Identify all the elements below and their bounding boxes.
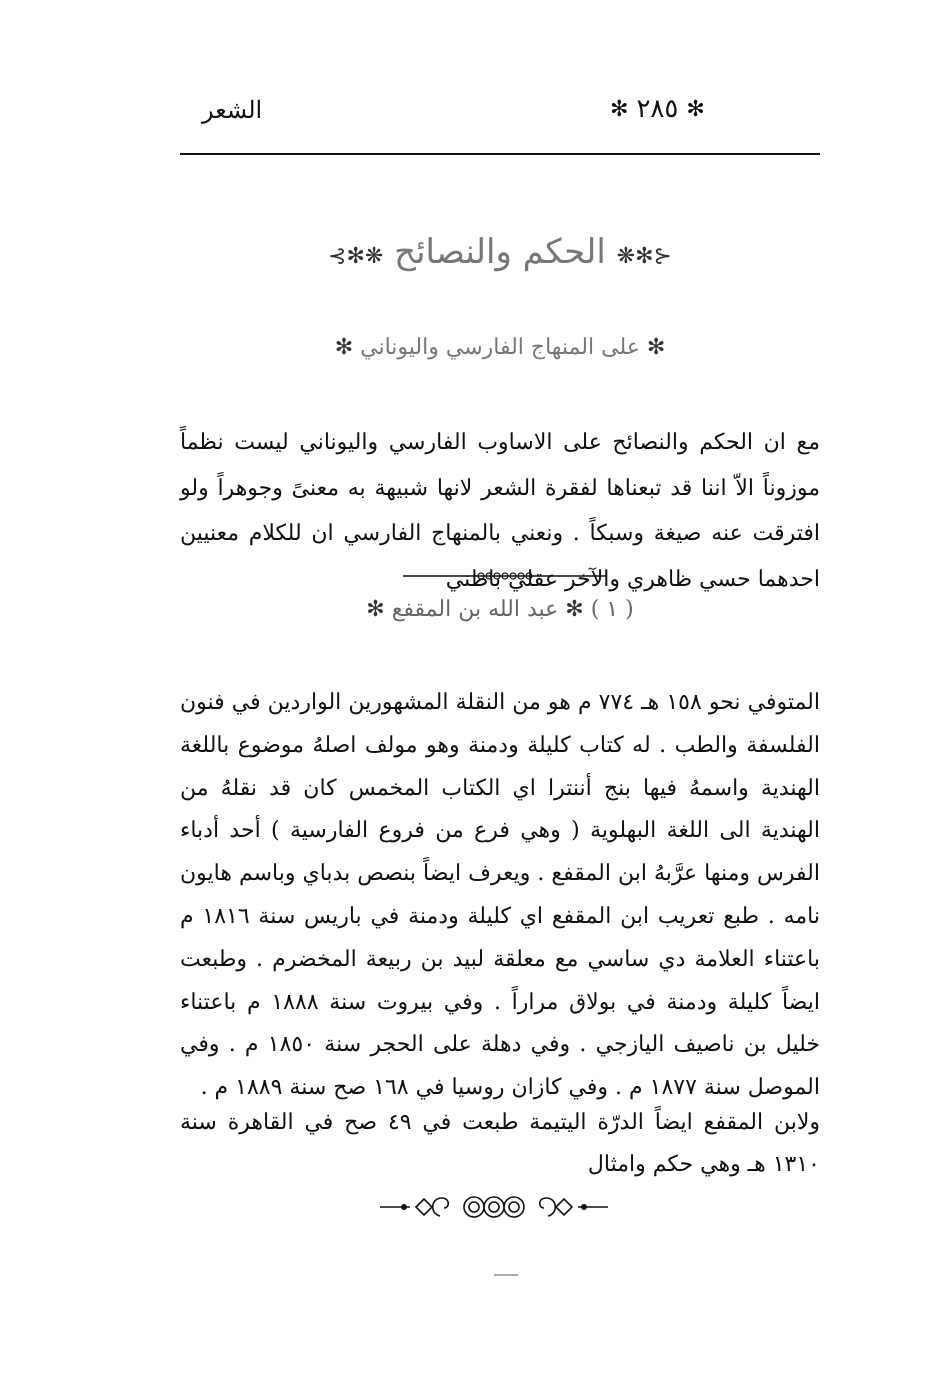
flower-ornament-icon: ✻: [565, 597, 584, 622]
end-ornament: [380, 1190, 608, 1224]
bio-paragraph: المتوفي نحو ١٥٨ هـ ٧٧٤ م هو من النقلة المشهورين الواردين في فنون الفلسفة والطب . له كتاب كليلة ودمنة وهو مولف اصلهُ موضوع باللغة الهندية واسمهُ فيها بنج أننترا اي الكتاب المخمس كان قد نقلهُ من الهندية الى اللغة البهلوية ( وهي فرع من فروع الفارسية ) أحد أدباء الفرس ومنها عرَّبهُ ابن المقفع . ويعرف ايضاً بنصص بدباي وباسم هايون نامه . طبع تعريب ابن المقفع اي كليلة ودمنة في باريس سنة ١٨١٦ م باعتناء العلامة دي ساسي مع معلقة لبيد بن ربيعة المخضرم . وطبعت ايضاً كليلة ودمنة في بولاق مراراً . وفي بيروت سنة ١٨٨٨ م باعتناء خليل بن ناصيف اليازجي . وفي دهلة على الحجر سنة ١٨٥٠ م . وفي الموصل سنة ١٨٧٧ م . وفي كازان روسيا في ١٦٨ صح سنة ١٨٨٩ م .: [180, 690, 820, 1101]
chapter-subtitle: [180, 335, 820, 360]
flower-ornament-icon: ✻: [334, 335, 354, 360]
flower-ornament-icon: ✻: [366, 597, 385, 622]
intro-paragraph: مع ان الحكم والنصائح على الاساوب الفارسي واليوناني ليست نظماً موزوناً الاّ اننا قد تبعناها لفقرة الشعر لانها شبيهة به معنىً وجوهراً ولو افترقت عنه صيغة وسبكاً . ونعني بالمنهاج الفارسي ان للكلام معنيين احدهما حسي ظاهري والآخر عقلي باطني: [180, 430, 820, 592]
running-header: [180, 92, 820, 136]
ornament-icon: ⊰✻❋: [616, 244, 672, 269]
section-divider: [403, 571, 607, 581]
chapter-title-text: الحكم والنصائح: [394, 232, 606, 272]
header-rule: [180, 153, 820, 155]
flower-ornament-icon: ✻: [646, 335, 666, 360]
section-name: الشعر: [202, 96, 263, 124]
ornament-icon: ❋✻⊱: [328, 244, 384, 269]
page-number-group: [610, 94, 705, 124]
bio-number: ( ١ ): [590, 597, 634, 622]
chapter-title: [180, 232, 820, 272]
chapter-subtitle-text: على المنهاج الفارسي واليوناني: [360, 335, 640, 360]
page-mark: [494, 1274, 518, 1276]
note-paragraph: ولابن المقفع ايضاً الدرّة اليتيمة طبعت في ٤٩ صح في القاهرة سنة ١٣١٠ هـ وهي حكم وامثال: [180, 1110, 820, 1177]
bio-heading: [180, 597, 820, 622]
flower-ornament-icon: ✻: [686, 96, 705, 122]
bio-name: عبد الله بن المقفع: [391, 597, 559, 622]
page-number: ٢٨٥: [636, 94, 679, 124]
flower-ornament-icon: ✻: [610, 96, 629, 122]
